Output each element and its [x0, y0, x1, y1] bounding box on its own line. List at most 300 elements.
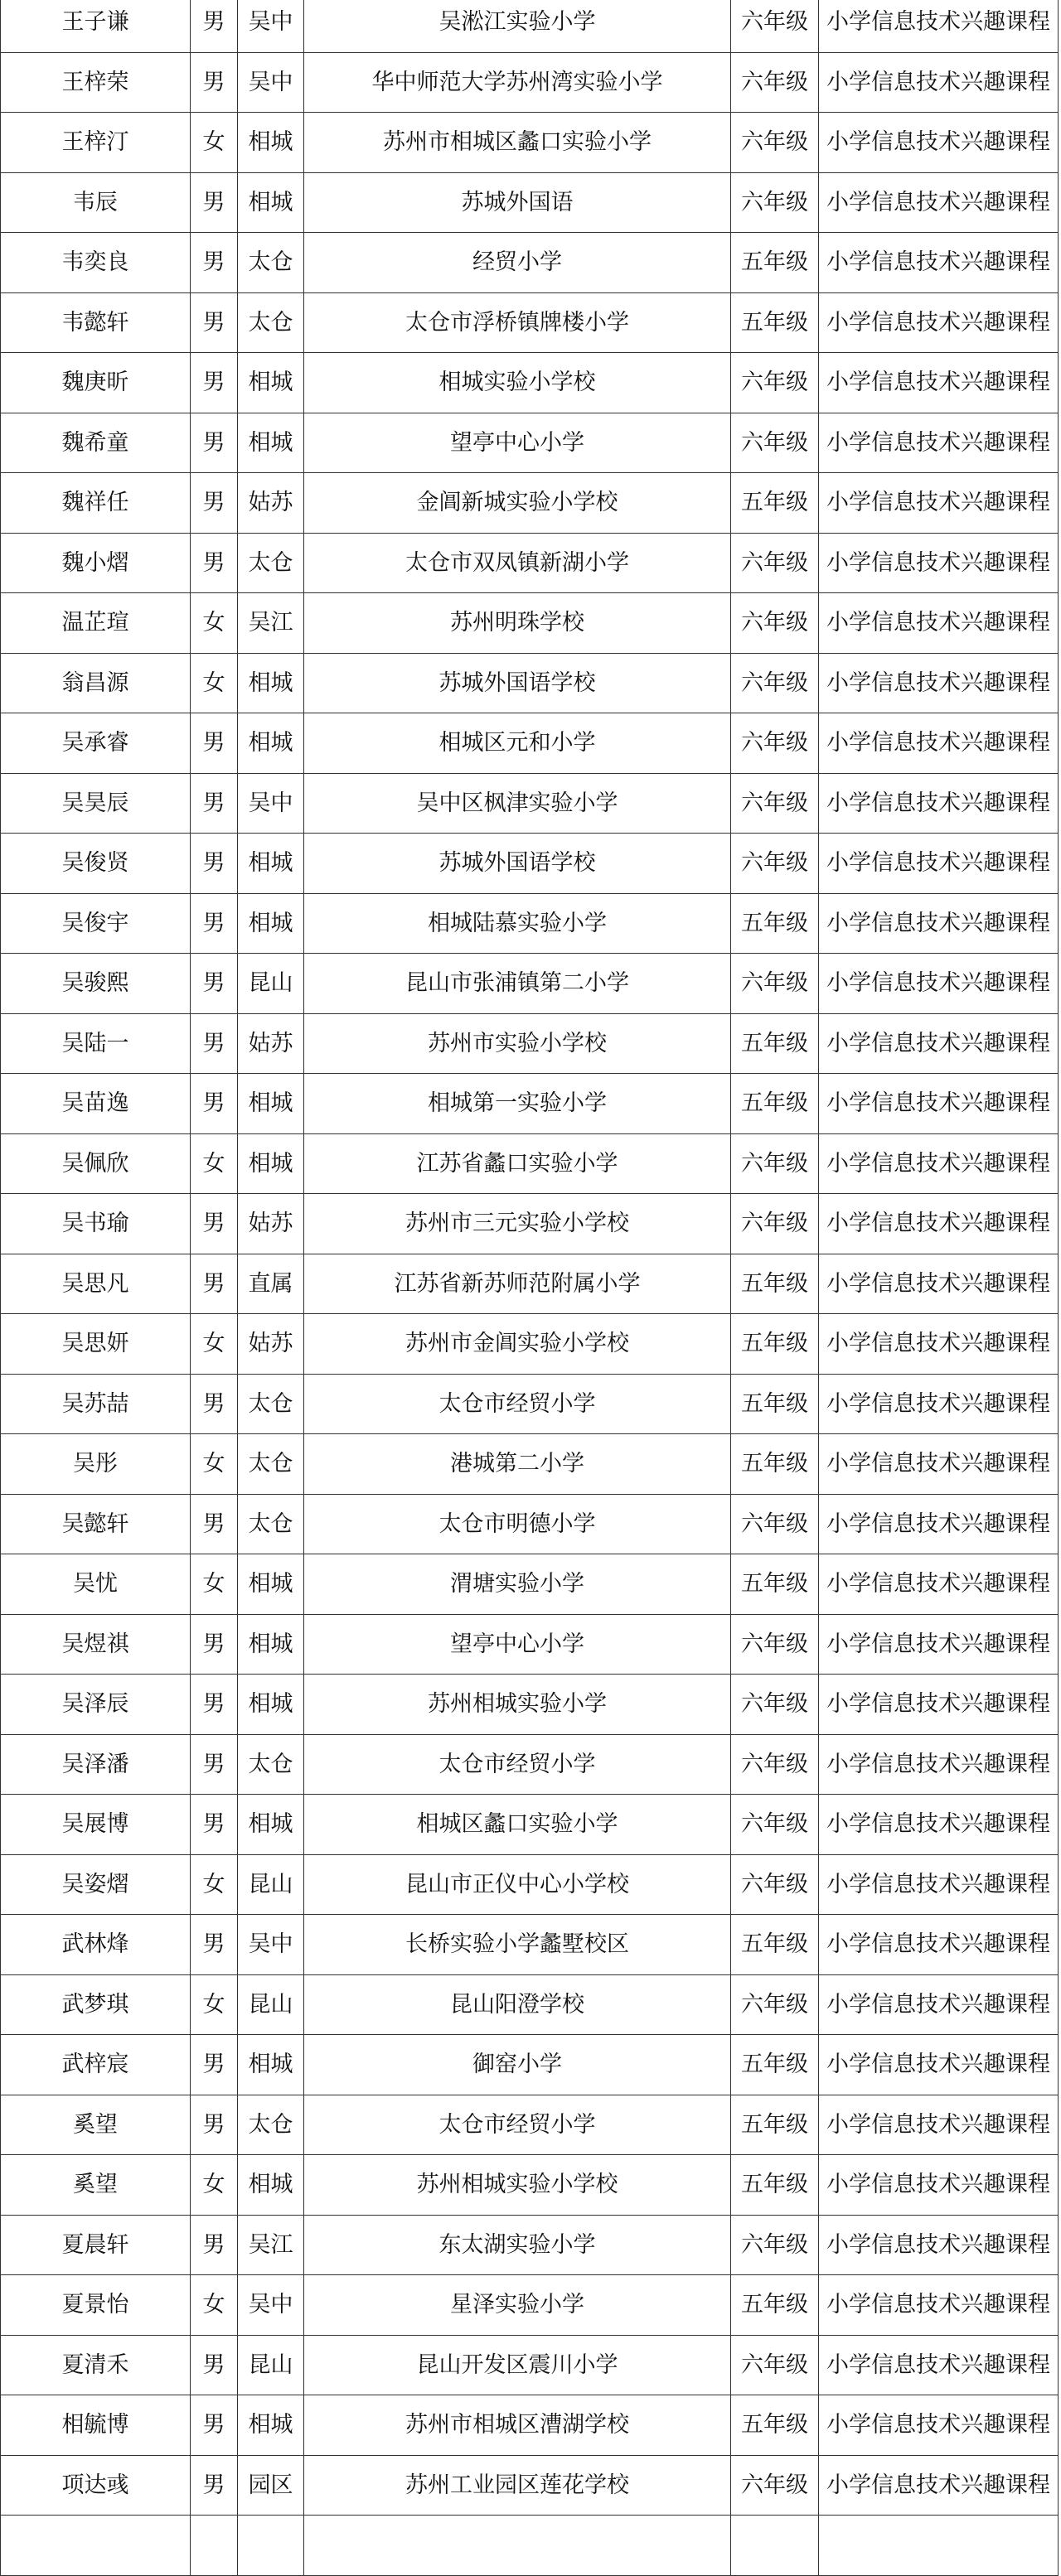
roster-body [1, 0, 1059, 2575]
school-cell: 东太湖实验小学 [304, 2215, 731, 2275]
student-name-cell: 夏晨轩 [1, 2215, 191, 2275]
gender-cell: 男 [191, 533, 238, 593]
course-cell: 小学信息技术兴趣课程 [819, 2335, 1059, 2395]
district-cell: 太仓 [238, 292, 304, 353]
student-name-cell: 吴展博 [1, 1795, 191, 1855]
gender-cell: 男 [191, 954, 238, 1014]
student-name-cell: 夏景怡 [1, 2275, 191, 2336]
student-name-cell: 吴泽潘 [1, 1734, 191, 1795]
district-cell: 太仓 [238, 1494, 304, 1554]
grade-cell: 六年级 [731, 1194, 819, 1254]
school-cell: 相城区蠡口实验小学 [304, 1795, 731, 1855]
grade-cell: 六年级 [731, 1614, 819, 1675]
course-cell: 小学信息技术兴趣课程 [819, 1494, 1059, 1554]
district-cell: 姑苏 [238, 473, 304, 534]
gender-cell: 男 [191, 292, 238, 353]
gender-cell: 男 [191, 1734, 238, 1795]
district-cell: 相城 [238, 1795, 304, 1855]
grade-cell: 五年级 [731, 1074, 819, 1134]
gender-cell: 男 [191, 893, 238, 954]
gender-cell: 男 [191, 2455, 238, 2516]
grade-cell: 五年级 [731, 473, 819, 534]
district-cell: 吴中 [238, 52, 304, 113]
student-name-cell: 翁昌源 [1, 653, 191, 713]
grade-cell: 五年级 [731, 2035, 819, 2095]
district-cell: 吴中 [238, 2275, 304, 2336]
student-name-cell: 魏希童 [1, 413, 191, 473]
district-cell [238, 2516, 304, 2576]
student-name-cell: 吴骏熙 [1, 954, 191, 1014]
table-row [1, 1854, 1059, 1915]
grade-cell: 六年级 [731, 713, 819, 774]
student-name-cell: 吴泽辰 [1, 1675, 191, 1735]
student-name-cell [1, 2516, 191, 2576]
gender-cell: 男 [191, 2335, 238, 2395]
grade-cell: 五年级 [731, 2155, 819, 2216]
school-cell: 苏城外国语 [304, 172, 731, 233]
student-name-cell: 项达彧 [1, 2455, 191, 2516]
grade-cell: 六年级 [731, 653, 819, 713]
school-cell: 星泽实验小学 [304, 2275, 731, 2336]
course-cell: 小学信息技术兴趣课程 [819, 2215, 1059, 2275]
course-cell: 小学信息技术兴趣课程 [819, 0, 1059, 52]
course-cell: 小学信息技术兴趣课程 [819, 2395, 1059, 2456]
course-cell: 小学信息技术兴趣课程 [819, 2095, 1059, 2155]
course-cell: 小学信息技术兴趣课程 [819, 172, 1059, 233]
student-name-cell: 韦奕良 [1, 233, 191, 293]
school-cell: 相城陆慕实验小学 [304, 893, 731, 954]
school-cell: 太仓市双凤镇新湖小学 [304, 533, 731, 593]
student-name-cell: 王子谦 [1, 0, 191, 52]
grade-cell: 六年级 [731, 1133, 819, 1194]
course-cell: 小学信息技术兴趣课程 [819, 1974, 1059, 2035]
course-cell: 小学信息技术兴趣课程 [819, 473, 1059, 534]
course-cell: 小学信息技术兴趣课程 [819, 1795, 1059, 1855]
district-cell: 直属 [238, 1254, 304, 1314]
table-row [1, 292, 1059, 353]
gender-cell: 男 [191, 2095, 238, 2155]
table-row [1, 533, 1059, 593]
course-cell: 小学信息技术兴趣课程 [819, 1915, 1059, 1975]
district-cell: 吴江 [238, 593, 304, 654]
table-row [1, 954, 1059, 1014]
district-cell: 太仓 [238, 1434, 304, 1495]
table-row [1, 1013, 1059, 1074]
school-cell: 苏城外国语学校 [304, 834, 731, 894]
student-name-cell: 吴陆一 [1, 1013, 191, 1074]
course-cell: 小学信息技术兴趣课程 [819, 593, 1059, 654]
grade-cell: 六年级 [731, 113, 819, 173]
student-name-cell: 奚望 [1, 2095, 191, 2155]
grade-cell: 五年级 [731, 1374, 819, 1434]
gender-cell: 女 [191, 2275, 238, 2336]
district-cell: 吴中 [238, 0, 304, 52]
grade-cell: 六年级 [731, 773, 819, 834]
district-cell: 吴江 [238, 2215, 304, 2275]
district-cell: 太仓 [238, 233, 304, 293]
district-cell: 相城 [238, 1554, 304, 1615]
course-cell [819, 2516, 1059, 2576]
gender-cell: 男 [191, 1494, 238, 1554]
course-cell: 小学信息技术兴趣课程 [819, 292, 1059, 353]
student-name-cell: 魏庚昕 [1, 353, 191, 413]
district-cell: 太仓 [238, 1374, 304, 1434]
table-row [1, 1734, 1059, 1795]
district-cell: 太仓 [238, 533, 304, 593]
gender-cell: 男 [191, 713, 238, 774]
table-row [1, 52, 1059, 113]
school-cell: 望亭中心小学 [304, 413, 731, 473]
grade-cell: 五年级 [731, 1434, 819, 1495]
school-cell: 经贸小学 [304, 233, 731, 293]
course-cell: 小学信息技术兴趣课程 [819, 2035, 1059, 2095]
school-cell: 相城实验小学校 [304, 353, 731, 413]
course-cell: 小学信息技术兴趣课程 [819, 2155, 1059, 2216]
school-cell [304, 2516, 731, 2576]
student-name-cell: 夏清禾 [1, 2335, 191, 2395]
gender-cell: 女 [191, 1974, 238, 2035]
grade-cell: 六年级 [731, 1734, 819, 1795]
gender-cell: 男 [191, 1614, 238, 1675]
course-cell: 小学信息技术兴趣课程 [819, 1374, 1059, 1434]
school-cell: 港城第二小学 [304, 1434, 731, 1495]
district-cell: 相城 [238, 172, 304, 233]
grade-cell: 五年级 [731, 292, 819, 353]
gender-cell: 男 [191, 834, 238, 894]
gender-cell: 男 [191, 473, 238, 534]
district-cell: 相城 [238, 2155, 304, 2216]
school-cell: 苏州工业园区莲花学校 [304, 2455, 731, 2516]
student-name-cell: 奚望 [1, 2155, 191, 2216]
student-name-cell: 武林烽 [1, 1915, 191, 1975]
grade-cell: 六年级 [731, 1795, 819, 1855]
district-cell: 昆山 [238, 954, 304, 1014]
gender-cell: 女 [191, 1434, 238, 1495]
gender-cell: 男 [191, 1915, 238, 1975]
gender-cell: 女 [191, 2155, 238, 2216]
table-row [1, 2215, 1059, 2275]
student-name-cell: 魏小熠 [1, 533, 191, 593]
table-row [1, 2395, 1059, 2456]
school-cell: 太仓市浮桥镇牌楼小学 [304, 292, 731, 353]
school-cell: 渭塘实验小学 [304, 1554, 731, 1615]
course-cell: 小学信息技术兴趣课程 [819, 1133, 1059, 1194]
grade-cell: 五年级 [731, 1314, 819, 1375]
school-cell: 华中师范大学苏州湾实验小学 [304, 52, 731, 113]
school-cell: 昆山阳澄学校 [304, 1974, 731, 2035]
table-row [1, 1074, 1059, 1134]
school-cell: 苏州市相城区漕湖学校 [304, 2395, 731, 2456]
student-name-cell: 吴煜祺 [1, 1614, 191, 1675]
table-row [1, 1614, 1059, 1675]
student-name-cell: 王梓汀 [1, 113, 191, 173]
gender-cell: 男 [191, 2035, 238, 2095]
district-cell: 太仓 [238, 2095, 304, 2155]
grade-cell: 六年级 [731, 1675, 819, 1735]
school-cell: 金阊新城实验小学校 [304, 473, 731, 534]
grade-cell: 六年级 [731, 1854, 819, 1915]
district-cell: 相城 [238, 834, 304, 894]
district-cell: 相城 [238, 1133, 304, 1194]
student-name-cell: 吴承睿 [1, 713, 191, 774]
school-cell: 御窑小学 [304, 2035, 731, 2095]
table-row [1, 353, 1059, 413]
school-cell: 苏城外国语学校 [304, 653, 731, 713]
course-cell: 小学信息技术兴趣课程 [819, 533, 1059, 593]
district-cell: 姑苏 [238, 1314, 304, 1375]
course-cell: 小学信息技术兴趣课程 [819, 834, 1059, 894]
gender-cell: 男 [191, 1013, 238, 1074]
course-cell: 小学信息技术兴趣课程 [819, 353, 1059, 413]
district-cell: 相城 [238, 893, 304, 954]
grade-cell: 五年级 [731, 233, 819, 293]
student-name-cell: 韦辰 [1, 172, 191, 233]
school-cell: 望亭中心小学 [304, 1614, 731, 1675]
district-cell: 姑苏 [238, 1194, 304, 1254]
gender-cell: 女 [191, 1554, 238, 1615]
school-cell: 昆山市正仪中心小学校 [304, 1854, 731, 1915]
district-cell: 相城 [238, 1675, 304, 1735]
district-cell: 姑苏 [238, 1013, 304, 1074]
table-row [1, 1494, 1059, 1554]
gender-cell: 男 [191, 233, 238, 293]
grade-cell: 六年级 [731, 954, 819, 1014]
school-cell: 太仓市经贸小学 [304, 1734, 731, 1795]
course-cell: 小学信息技术兴趣课程 [819, 1074, 1059, 1134]
district-cell: 相城 [238, 2395, 304, 2456]
grade-cell: 六年级 [731, 0, 819, 52]
school-cell: 苏州市三元实验小学校 [304, 1194, 731, 1254]
table-row [1, 773, 1059, 834]
course-cell: 小学信息技术兴趣课程 [819, 1194, 1059, 1254]
district-cell: 相城 [238, 1074, 304, 1134]
grade-cell: 六年级 [731, 2335, 819, 2395]
course-cell: 小学信息技术兴趣课程 [819, 2275, 1059, 2336]
course-cell: 小学信息技术兴趣课程 [819, 653, 1059, 713]
school-cell: 长桥实验小学蠡墅校区 [304, 1915, 731, 1975]
course-cell: 小学信息技术兴趣课程 [819, 1434, 1059, 1495]
school-cell: 相城第一实验小学 [304, 1074, 731, 1134]
table-row [1, 2516, 1059, 2576]
district-cell: 太仓 [238, 1734, 304, 1795]
gender-cell: 男 [191, 413, 238, 473]
gender-cell: 女 [191, 1314, 238, 1375]
student-name-cell: 魏祥任 [1, 473, 191, 534]
student-name-cell: 吴佩欣 [1, 1133, 191, 1194]
district-cell: 园区 [238, 2455, 304, 2516]
table-row [1, 593, 1059, 654]
grade-cell: 六年级 [731, 2215, 819, 2275]
gender-cell: 女 [191, 113, 238, 173]
course-cell: 小学信息技术兴趣课程 [819, 1854, 1059, 1915]
student-name-cell: 吴俊宇 [1, 893, 191, 954]
course-cell: 小学信息技术兴趣课程 [819, 954, 1059, 1014]
student-name-cell: 王梓荣 [1, 52, 191, 113]
table-row [1, 1554, 1059, 1615]
district-cell: 相城 [238, 413, 304, 473]
grade-cell: 五年级 [731, 1915, 819, 1975]
school-cell: 苏州相城实验小学 [304, 1675, 731, 1735]
school-cell: 太仓市明德小学 [304, 1494, 731, 1554]
student-name-cell: 相毓博 [1, 2395, 191, 2456]
district-cell: 吴中 [238, 773, 304, 834]
table-row [1, 413, 1059, 473]
gender-cell: 男 [191, 1254, 238, 1314]
table-row [1, 1374, 1059, 1434]
grade-cell: 六年级 [731, 2455, 819, 2516]
table-row [1, 2035, 1059, 2095]
table-row [1, 893, 1059, 954]
table-row [1, 1254, 1059, 1314]
grade-cell: 五年级 [731, 1013, 819, 1074]
gender-cell: 女 [191, 1854, 238, 1915]
student-name-cell: 吴昊辰 [1, 773, 191, 834]
district-cell: 昆山 [238, 1854, 304, 1915]
school-cell: 吴淞江实验小学 [304, 0, 731, 52]
gender-cell: 男 [191, 52, 238, 113]
table-row [1, 1194, 1059, 1254]
table-row [1, 1795, 1059, 1855]
course-cell: 小学信息技术兴趣课程 [819, 893, 1059, 954]
student-name-cell: 韦懿轩 [1, 292, 191, 353]
school-cell: 江苏省蠡口实验小学 [304, 1133, 731, 1194]
school-cell: 苏州市实验小学校 [304, 1013, 731, 1074]
gender-cell: 女 [191, 1133, 238, 1194]
student-name-cell: 吴苏喆 [1, 1374, 191, 1434]
course-cell: 小学信息技术兴趣课程 [819, 1254, 1059, 1314]
school-cell: 苏州相城实验小学校 [304, 2155, 731, 2216]
gender-cell: 男 [191, 1074, 238, 1134]
student-name-cell: 武梓宸 [1, 2035, 191, 2095]
course-cell: 小学信息技术兴趣课程 [819, 1314, 1059, 1375]
grade-cell: 五年级 [731, 1254, 819, 1314]
table-row [1, 1133, 1059, 1194]
district-cell: 相城 [238, 2035, 304, 2095]
grade-cell: 六年级 [731, 1494, 819, 1554]
table-row [1, 2275, 1059, 2336]
school-cell: 苏州明珠学校 [304, 593, 731, 654]
gender-cell: 男 [191, 1194, 238, 1254]
course-cell: 小学信息技术兴趣课程 [819, 233, 1059, 293]
grade-cell: 五年级 [731, 893, 819, 954]
school-cell: 苏州市金阊实验小学校 [304, 1314, 731, 1375]
course-cell: 小学信息技术兴趣课程 [819, 1013, 1059, 1074]
student-name-cell: 吴思凡 [1, 1254, 191, 1314]
school-cell: 相城区元和小学 [304, 713, 731, 774]
student-name-cell: 温芷瑄 [1, 593, 191, 654]
student-name-cell: 吴思妍 [1, 1314, 191, 1375]
table-row [1, 0, 1059, 52]
course-cell: 小学信息技术兴趣课程 [819, 713, 1059, 774]
grade-cell: 六年级 [731, 413, 819, 473]
gender-cell: 男 [191, 1675, 238, 1735]
school-cell: 太仓市经贸小学 [304, 1374, 731, 1434]
district-cell: 相城 [238, 353, 304, 413]
district-cell: 相城 [238, 653, 304, 713]
gender-cell: 男 [191, 0, 238, 52]
table-row [1, 653, 1059, 713]
gender-cell: 男 [191, 1374, 238, 1434]
student-name-cell: 吴彤 [1, 1434, 191, 1495]
gender-cell: 女 [191, 593, 238, 654]
course-cell: 小学信息技术兴趣课程 [819, 2455, 1059, 2516]
gender-cell: 男 [191, 2395, 238, 2456]
course-cell: 小学信息技术兴趣课程 [819, 1614, 1059, 1675]
course-cell: 小学信息技术兴趣课程 [819, 1734, 1059, 1795]
student-name-cell: 吴书瑜 [1, 1194, 191, 1254]
table-row [1, 113, 1059, 173]
district-cell: 昆山 [238, 1974, 304, 2035]
gender-cell: 男 [191, 773, 238, 834]
gender-cell: 男 [191, 172, 238, 233]
course-cell: 小学信息技术兴趣课程 [819, 413, 1059, 473]
district-cell: 昆山 [238, 2335, 304, 2395]
grade-cell: 五年级 [731, 2275, 819, 2336]
grade-cell: 六年级 [731, 52, 819, 113]
table-row [1, 1434, 1059, 1495]
course-cell: 小学信息技术兴趣课程 [819, 52, 1059, 113]
student-name-cell: 吴俊贤 [1, 834, 191, 894]
grade-cell: 五年级 [731, 1554, 819, 1615]
student-name-cell: 吴忧 [1, 1554, 191, 1615]
district-cell: 相城 [238, 113, 304, 173]
grade-cell: 五年级 [731, 2395, 819, 2456]
course-cell: 小学信息技术兴趣课程 [819, 113, 1059, 173]
gender-cell: 男 [191, 2215, 238, 2275]
table-row [1, 233, 1059, 293]
grade-cell: 六年级 [731, 593, 819, 654]
table-row [1, 2455, 1059, 2516]
district-cell: 相城 [238, 713, 304, 774]
course-cell: 小学信息技术兴趣课程 [819, 1554, 1059, 1615]
district-cell: 相城 [238, 1614, 304, 1675]
grade-cell: 六年级 [731, 353, 819, 413]
grade-cell: 六年级 [731, 834, 819, 894]
grade-cell: 六年级 [731, 533, 819, 593]
school-cell: 苏州市相城区蠡口实验小学 [304, 113, 731, 173]
table-row [1, 473, 1059, 534]
grade-cell: 六年级 [731, 1974, 819, 2035]
table-row [1, 2155, 1059, 2216]
grade-cell: 六年级 [731, 172, 819, 233]
table-row [1, 172, 1059, 233]
table-row [1, 1675, 1059, 1735]
gender-cell: 女 [191, 653, 238, 713]
school-cell: 昆山开发区震川小学 [304, 2335, 731, 2395]
course-cell: 小学信息技术兴趣课程 [819, 773, 1059, 834]
gender-cell: 男 [191, 1795, 238, 1855]
school-cell: 太仓市经贸小学 [304, 2095, 731, 2155]
table-row [1, 2095, 1059, 2155]
school-cell: 江苏省新苏师范附属小学 [304, 1254, 731, 1314]
student-name-cell: 吴苗逸 [1, 1074, 191, 1134]
table-row [1, 713, 1059, 774]
school-cell: 吴中区枫津实验小学 [304, 773, 731, 834]
table-row [1, 834, 1059, 894]
table-row [1, 2335, 1059, 2395]
district-cell: 吴中 [238, 1915, 304, 1975]
course-cell: 小学信息技术兴趣课程 [819, 1675, 1059, 1735]
table-row [1, 1974, 1059, 2035]
gender-cell [191, 2516, 238, 2576]
gender-cell: 男 [191, 353, 238, 413]
school-cell: 昆山市张浦镇第二小学 [304, 954, 731, 1014]
student-name-cell: 武梦琪 [1, 1974, 191, 2035]
grade-cell: 五年级 [731, 2095, 819, 2155]
student-name-cell: 吴懿轩 [1, 1494, 191, 1554]
table-row [1, 1314, 1059, 1375]
grade-cell [731, 2516, 819, 2576]
